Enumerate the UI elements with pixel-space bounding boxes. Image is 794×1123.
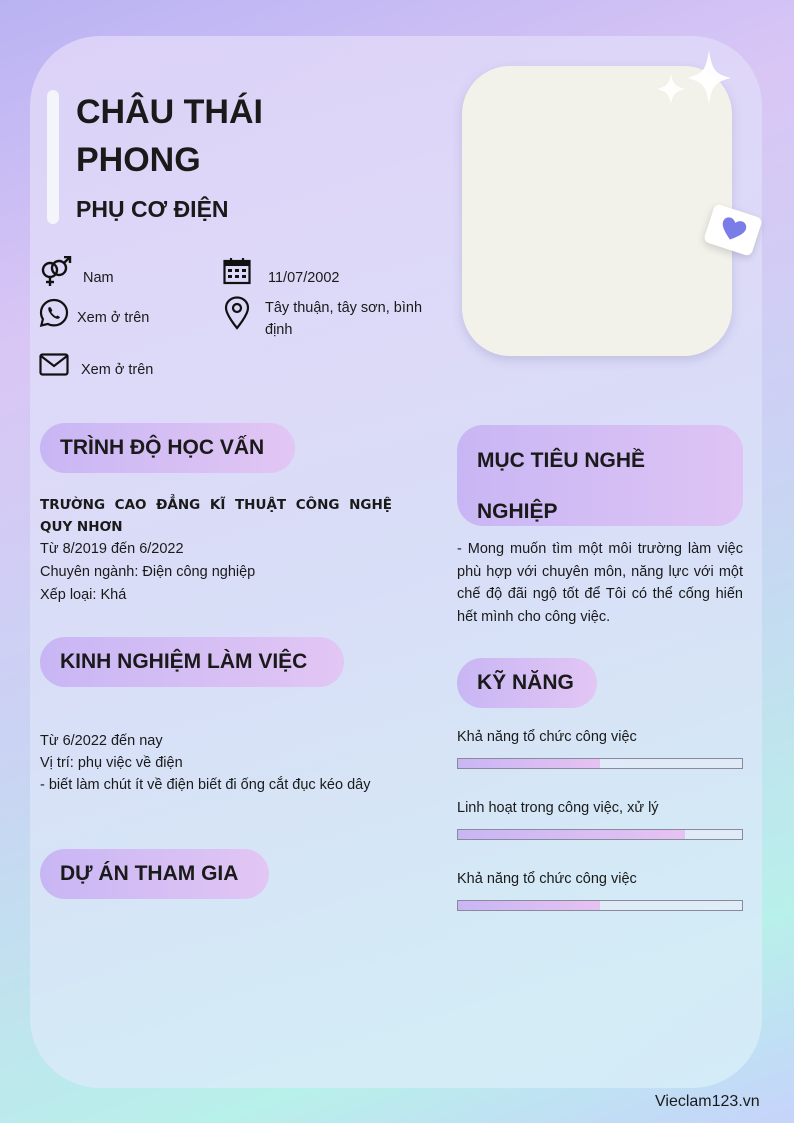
projects-heading: DỰ ÁN THAM GIA — [40, 849, 269, 899]
skill-bar-fill — [458, 759, 600, 768]
education-major: Chuyên ngành: Điện công nghiệp — [40, 564, 256, 580]
email-value: Xem ở trên — [81, 362, 154, 378]
skills-heading: KỸ NĂNG — [457, 658, 597, 708]
gender-icon — [39, 256, 73, 288]
gender-value: Nam — [83, 270, 114, 286]
skill-label: Linh hoạt trong công việc, xử lý — [457, 800, 659, 816]
school-name: TRƯỜNG CAO ĐẲNG KĨ THUẬT CÔNG NGHỆ QUY NHƠN — [40, 497, 392, 535]
birthday-value: 11/07/2002 — [268, 270, 340, 286]
education-heading: TRÌNH ĐỘ HỌC VẤN — [40, 423, 295, 473]
skill-label: Khả năng tổ chức công việc — [457, 729, 637, 745]
skill-bar-fill — [458, 901, 600, 910]
calendar-icon — [223, 257, 251, 285]
experience-period: Từ 6/2022 đến nay — [40, 733, 163, 749]
skill-bar — [457, 758, 743, 769]
address-value: Tây thuận, tây sơn, bình định — [265, 300, 423, 338]
education-period: Từ 8/2019 đến 6/2022 — [40, 541, 184, 557]
skill-bar — [457, 900, 743, 911]
candidate-name: CHÂU THÁI PHONG — [76, 93, 263, 179]
location-pin-icon — [223, 296, 251, 330]
objective-text: - Mong muốn tìm một môi trường làm việc phù hợp với chuyên môn, năng lực với một chế độ đãi ngộ tốt để Tôi có thể cống hiến hết mình cho công việc. — [457, 541, 743, 625]
objective-heading-line1: MỤC TIÊU NGHỀ — [477, 449, 645, 472]
accent-bar — [47, 90, 59, 224]
whatsapp-icon — [39, 298, 69, 328]
skill-bar — [457, 829, 743, 840]
mail-icon — [39, 353, 69, 377]
objective-heading-line2: NGHIỆP — [477, 500, 558, 523]
experience-heading: KINH NGHIỆM LÀM VIỆC — [40, 637, 344, 687]
footer-brand: Vieclam123.vn — [655, 1093, 760, 1110]
skill-bar-fill — [458, 830, 685, 839]
profile-photo-placeholder[interactable] — [462, 66, 732, 356]
objective-heading — [457, 425, 743, 526]
phone-value: Xem ở trên — [77, 310, 150, 326]
education-grade: Xếp loại: Khá — [40, 587, 127, 603]
skill-label: Khả năng tổ chức công việc — [457, 871, 637, 887]
experience-description: - biết làm chút ít về điện biết đi ống cắt đục kéo dây — [40, 777, 371, 793]
sparkle-icon — [655, 48, 735, 108]
heart-icon — [717, 215, 749, 246]
experience-position: Vị trí: phụ việc về điện — [40, 755, 183, 771]
job-title: PHỤ CƠ ĐIỆN — [76, 196, 229, 222]
